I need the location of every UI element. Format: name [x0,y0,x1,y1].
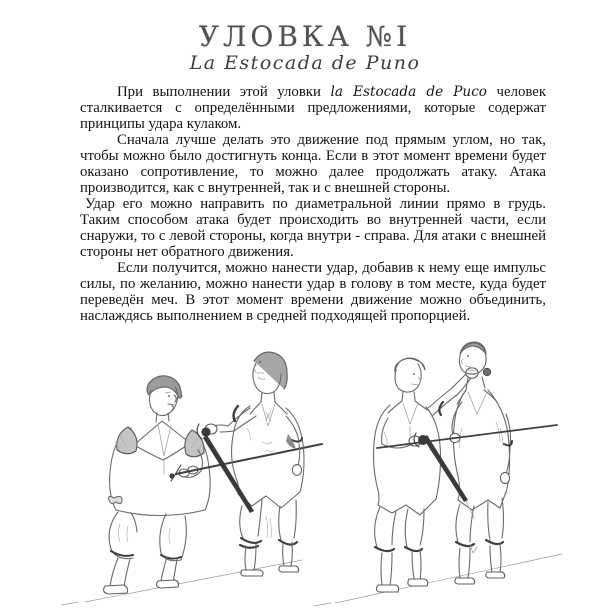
paragraph-1-post: человек сталкивается с определёнными предложениями, которые содержат принципы удара кулаком. [80,84,547,132]
paragraph-2: Сначала лучше делать это движение под прямым углом, но так, чтобы можно было достигнуть конца. Если в этот момент времени будет оказано сопротивление, то можно далее продолжать атаку. Атака производится, как с внутренней, так и с внешней стороны. [80,132,546,196]
fencing-illustration [0,332,610,609]
term-estocada: la Estocada de Puco [330,84,487,100]
paragraph-3: Удар его можно направить по диаметральной линии прямо в грудь. Таким способом атака будет происходить во внутренней части, если снаружи, то с левой стороны, когда внутри - справа. Для атаки с внешней стороны нет обратного движения. [80,196,546,260]
fencer-1-left [104,376,211,594]
sword-3-horizontal [377,425,557,448]
ground-line-right [335,554,562,603]
page-subtitle: La Estocada de Puno [189,52,421,74]
ground-dash-right [314,603,331,606]
body-text-block [80,84,546,324]
fencer-4-right [450,342,512,584]
paragraph-1-pre: При выполнении этой уловки [117,84,331,100]
page-title: УЛОВКА №I [198,20,412,53]
ground-dash-left [62,602,78,605]
paragraph-4: Если получится, можно нанести удар, добавив к нему еще импульс силы, по желанию, можно нанести удар в голову в том месте, куда будет переведён меч. В этот момент времени движение можно объединить, наслаждясь выполнением в средней подходящей пропорцией. [80,260,546,324]
ground-line-left [85,560,302,602]
paragraph-1 [80,84,546,132]
fencer-3-left [374,358,479,592]
